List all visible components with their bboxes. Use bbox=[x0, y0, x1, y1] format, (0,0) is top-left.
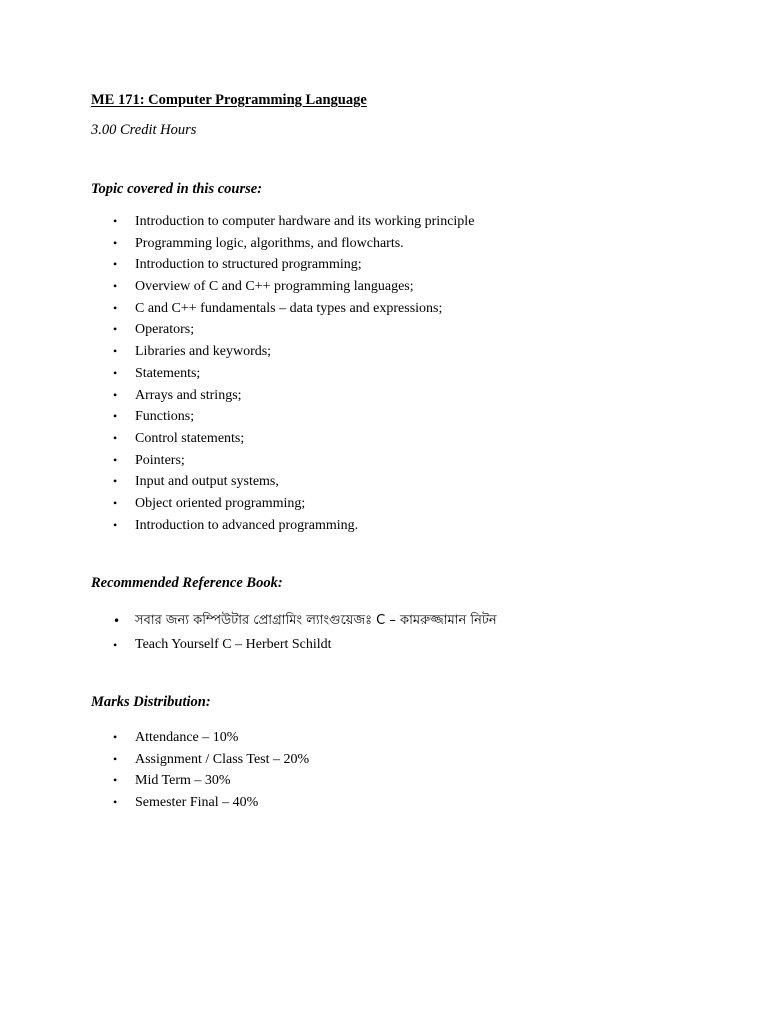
bullet-icon: • bbox=[113, 344, 118, 359]
book-text: সবার জন্য কম্পিউটার প্রোগ্রামিং ল্যাংগুয়েজঃ C – কামরুজ্জামান নিটন bbox=[135, 613, 497, 628]
topic-item bbox=[0, 515, 474, 537]
topic-item bbox=[0, 276, 474, 298]
topic-text: Object oriented programming; bbox=[135, 495, 306, 511]
topic-item bbox=[0, 385, 474, 407]
topic-item bbox=[0, 363, 474, 385]
topic-text: Statements; bbox=[135, 365, 201, 381]
topic-item bbox=[0, 211, 474, 233]
topic-text: Introduction to advanced programming. bbox=[135, 517, 359, 533]
marks-item bbox=[0, 770, 309, 792]
bullet-icon: • bbox=[113, 322, 118, 337]
topic-text: Input and output systems, bbox=[135, 474, 279, 490]
bullet-icon: • bbox=[113, 495, 118, 510]
topic-item bbox=[0, 341, 474, 363]
topic-text: Introduction to structured programming; bbox=[135, 257, 362, 273]
bullet-icon: • bbox=[113, 638, 118, 652]
books-list bbox=[0, 609, 497, 657]
topic-item bbox=[0, 450, 474, 472]
topic-text: Programming logic, algorithms, and flowcharts. bbox=[135, 235, 404, 251]
topic-text: Pointers; bbox=[135, 452, 185, 468]
book-item bbox=[0, 609, 497, 633]
marks-item bbox=[0, 749, 309, 771]
bullet-icon: • bbox=[113, 365, 118, 380]
bullet-icon: • bbox=[113, 614, 121, 628]
marks-text: Mid Term – 30% bbox=[135, 773, 231, 788]
course-title: ME 171: Computer Programming Language bbox=[91, 92, 367, 108]
bullet-icon: • bbox=[113, 452, 118, 467]
marks-text: Semester Final – 40% bbox=[135, 794, 259, 810]
bullet-icon: • bbox=[113, 235, 118, 250]
bullet-icon: • bbox=[113, 517, 118, 532]
topic-item bbox=[0, 471, 474, 493]
topic-text: Libraries and keywords; bbox=[135, 344, 272, 360]
bullet-icon: • bbox=[113, 430, 118, 445]
bullet-icon: • bbox=[113, 214, 118, 228]
marks-item bbox=[0, 727, 309, 749]
bullet-icon: • bbox=[113, 751, 118, 766]
credit-hours: 3.00 Credit Hours bbox=[91, 122, 197, 138]
bullet-icon: • bbox=[113, 409, 118, 424]
topic-item bbox=[0, 428, 474, 450]
topic-item bbox=[0, 298, 474, 320]
topic-text: Introduction to computer hardware and its working principle bbox=[135, 214, 475, 229]
bullet-icon: • bbox=[113, 300, 118, 315]
bullet-icon: • bbox=[113, 794, 118, 809]
book-text: Teach Yourself C – Herbert Schildt bbox=[135, 637, 332, 652]
topic-item bbox=[0, 254, 474, 276]
marks-list bbox=[0, 727, 309, 813]
books-heading: Recommended Reference Book: bbox=[91, 575, 283, 591]
topics-heading: Topic covered in this course: bbox=[91, 181, 263, 197]
topic-item bbox=[0, 493, 474, 515]
marks-text: Attendance – 10% bbox=[135, 730, 239, 745]
topic-text: C and C++ fundamentals – data types and expressions; bbox=[135, 300, 443, 316]
book-item bbox=[0, 633, 497, 657]
topic-item bbox=[0, 406, 474, 428]
topic-text: Functions; bbox=[135, 409, 195, 425]
topic-text: Operators; bbox=[135, 322, 195, 338]
topic-text: Arrays and strings; bbox=[135, 387, 242, 403]
bullet-icon: • bbox=[113, 730, 118, 744]
marks-text: Assignment / Class Test – 20% bbox=[135, 751, 310, 767]
bullet-icon: • bbox=[113, 474, 118, 489]
topic-item bbox=[0, 319, 474, 341]
bullet-icon: • bbox=[113, 257, 118, 272]
marks-item bbox=[0, 792, 309, 814]
bullet-icon: • bbox=[113, 773, 118, 787]
topics-list bbox=[0, 211, 474, 536]
topic-item bbox=[0, 233, 474, 255]
topic-text: Overview of C and C++ programming languages; bbox=[135, 279, 414, 295]
marks-heading: Marks Distribution: bbox=[91, 694, 211, 710]
topic-text: Control statements; bbox=[135, 430, 245, 446]
bullet-icon: • bbox=[113, 279, 118, 294]
bullet-icon: • bbox=[113, 387, 118, 402]
